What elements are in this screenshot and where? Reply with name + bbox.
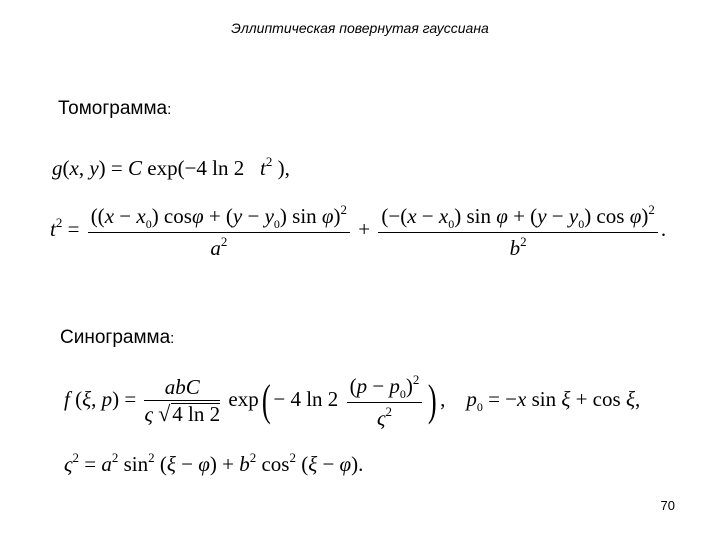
formula-t-squared: $t^2$ = $\frac{((x - x_0) \cos\varphi + (y - y_0) \sin \varphi)^2}{a^2}$ + $\frac{(-(x - x_0) \sin \varphi + (y - y_0) \cos \varphi)^2}{b^2}$ . [50, 202, 667, 260]
fraction-b: $\frac{(-(x - x_0) \sin \varphi + (y - y_0) \cos \varphi)^2}{b^2}$ [378, 203, 657, 259]
tomogram-heading [58, 98, 171, 120]
sinogram-label: Синограмма [60, 327, 171, 348]
tomogram-label: Томограмма [58, 98, 168, 119]
formula-f: f (ξ, p) = $\frac{\text{abC}}{\varsigma √4 \ln 2}$ exp( − 4 ln 2 $\frac{(p - p_0)^2}{\varsigma^2}$ ) , $p_0 = -x$ sin ξ + cos ξ, [64, 372, 641, 430]
fraction-a: $\frac{((x - x_0) \cos\varphi + (y - y_0) \sin \varphi)^2}{a^2}$ [88, 203, 350, 259]
fraction-p: $\frac{(p - p_0)^2}{\varsigma^2}$ [347, 373, 423, 429]
formula-g: g(x, y) = C exp(−4 ln 2 $t^2$ ), [52, 154, 290, 180]
slide-title: Эллиптическая повернутая гауссиана [231, 20, 489, 36]
page-number: 70 [660, 498, 675, 513]
sinogram-colon: : [170, 330, 175, 347]
sinogram-heading [60, 327, 174, 349]
fraction-abc: $\frac{\text{abC}}{\varsigma √4 \ln 2}$ [144, 375, 221, 426]
formula-sigma: $\varsigma^2 = a^2$ $\sin^2 (\xi - \varphi) + b^2$ $\cos^2 (\xi - \varphi)$. [64, 450, 364, 476]
tomogram-colon: : [167, 101, 172, 118]
